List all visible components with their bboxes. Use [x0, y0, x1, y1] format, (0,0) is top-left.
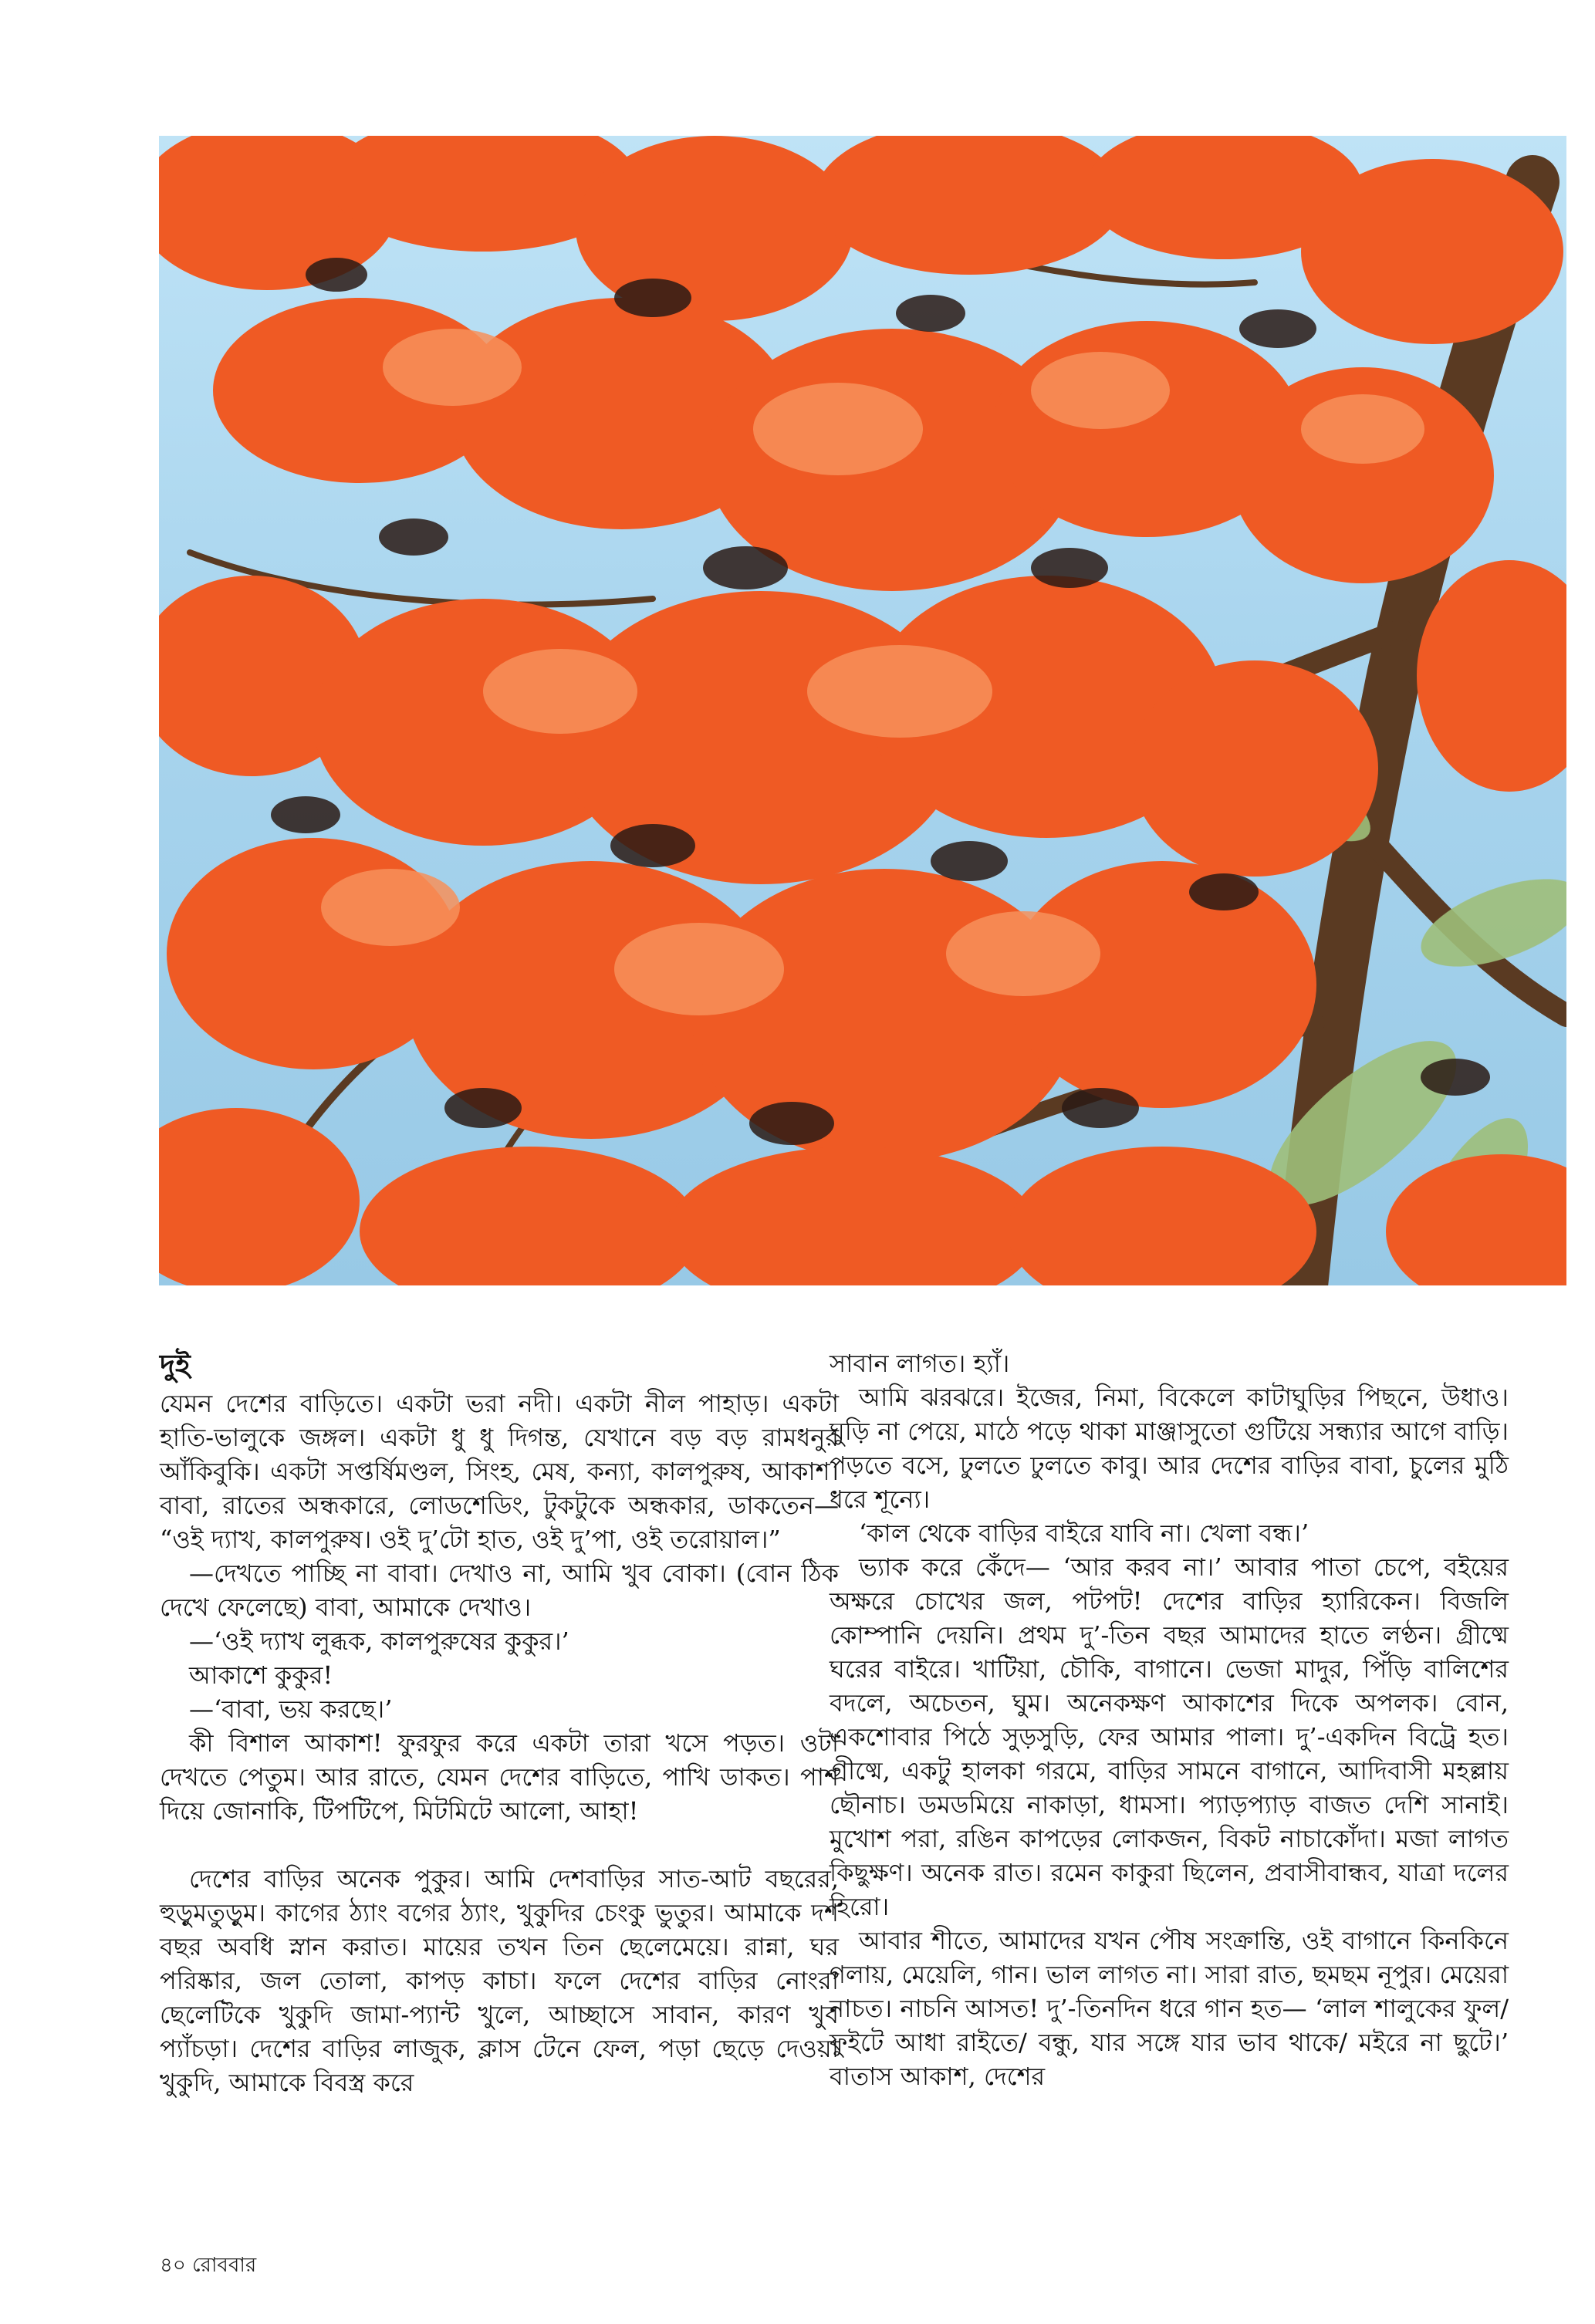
paragraph: আকাশে কুকুর!	[189, 1660, 333, 1690]
section-heading: দুই	[160, 1347, 191, 1382]
paragraph: —‘বাবা, ভয় করছে।’	[189, 1694, 393, 1724]
left-text-column	[160, 1346, 839, 2099]
flower-tree-illustration	[159, 136, 1566, 1285]
paragraph: ‘কাল থেকে বাড়ির বাইরে যাবি না। খেলা বন্ধ।’	[859, 1518, 1309, 1548]
paragraph: আবার শীতে, আমাদের যখন পৌষ সংক্রান্তি, ওই বাগানে কিনকিনে গলায়, মেয়েলি, গান। ভাল লাগত না। সারা রাত, ছমছম নূপুর। মেয়েরা নাচত। নাচনি আসত! দু’-তিনদিন ধরে গান হত— ‘লাল শালুকের ফুল/ ফুইটে আধা রাইতে/ বন্ধু, যার সঙ্গে যার ভাব থাকে/ মইরে না ছুটে।’ বাতাস আকাশ, দেশের	[830, 1926, 1509, 2091]
right-text-column	[830, 1346, 1509, 2093]
paragraph: যেমন দেশের বাড়িতে। একটা ভরা নদী। একটা নীল পাহাড়। একটা হাতি-ভালুকে জঙ্গল। একটা ধু ধু দিগন্ত, যেখানে বড় বড় রামধনুর আঁকিবুকি। একটা সপ্তর্ষিমণ্ডল, সিংহ, মেষ, কন্যা, কালপুরুষ, আকাশ। বাবা, রাতের অন্ধকারে, লোডশেডিং, টুকটুকে অন্ধকার, ডাকতেন— “ওই দ্যাখ, কালপুরুষ। ওই দু’টো হাত, ওই দু’পা, ওই তরোয়াল।”	[160, 1389, 839, 1554]
paragraph: দেশের বাড়ির অনেক পুকুর। আমি দেশবাড়ির সাত-আট বছরের, হুড়ুমতুড়ুম। কাগের ঠ্যাং বগের ঠ্যাং, খুকুদির চেংকু ভুতুর। আমাকে দশ বছর অবধি স্নান করাত। মায়ের তখন তিন ছেলেমেয়ে। রান্না, ঘর পরিষ্কার, জল তোলা, কাপড় কাচা। ফলে দেশের বাড়ির নোংরা ছেলেটিকে খুকুদি জামা-প্যান্ট খুলে, আচ্ছাসে সাবান, কারণ খুব প্যাঁচড়া। দেশের বাড়ির লাজুক, ক্লাস টেনে ফেল, পড়া ছেড়ে দেওয়া খুকুদি, আমাকে বিবস্ত্র করে	[160, 1864, 839, 2097]
page-footer: ৪০ রোববার	[160, 2254, 257, 2277]
paragraph: সাবান লাগত। হ্যাঁ।	[830, 1349, 1010, 1378]
palash-flowers-photo	[159, 136, 1566, 1285]
paragraph: আমি ঝরঝরে। ইজের, নিমা, বিকেলে কাটাঘুড়ির পিছনে, উধাও। ঘুড়ি না পেয়ে, মাঠে পড়ে থাকা মাঞ্জাসুতো গুটিয়ে সন্ধ্যার আগে বাড়ি। পড়তে বসে, ঢুলতে ঢুলতে কাবু। আর দেশের বাড়ির বাবা, চুলের মুঠি ধরে শূন্যে।	[830, 1383, 1509, 1514]
paragraph: —দেখতে পাচ্ছি না বাবা। দেখাও না, আমি খুব বোকা। (বোন ঠিক দেখে ফেলেছে) বাবা, আমাকে দেখাও।	[160, 1559, 839, 1622]
paragraph: কী বিশাল আকাশ! ফুরফুর করে একটা তারা খসে পড়ত। ওটা দেখতে পেতুম। আর রাতে, যেমন দেশের বাড়িতে, পাখি ডাকত। পাশ দিয়ে জোনাকি, টিপটিপে, মিটমিটে আলো, আহা!	[160, 1728, 839, 1826]
paragraph: —‘ওই দ্যাখ লুব্ধক, কালপুরুষের কুকুর।’	[189, 1626, 569, 1656]
paragraph: ভ্যাক করে কেঁদে— ‘আর করব না।’ আবার পাতা চেপে, বইয়ের অক্ষরে চোখের জল, পটপট! দেশের বাড়ির হ্যারিকেন। বিজলি কোম্পানি দেয়নি। প্রথম দু’-তিন বছর আমাদের হাতে লণ্ঠন। গ্রীষ্মে ঘরের বাইরে। খাটিয়া, চৌকি, বাগানে। ভেজা মাদুর, পিঁড়ি বালিশের বদলে, অচেতন, ঘুম। অনেকক্ষণ আকাশের দিকে অপলক। বোন, একশোবার পিঠে সুড়সুড়ি, ফের আমার পালা। দু’-একদিন বিট্রে হত। গ্রীষ্মে, একটু হালকা গরমে, বাড়ির সামনে বাগানে, আদিবাসী মহল্লায় ছৌনাচ। ডমডমিয়ে নাকাড়া, ধামসা। প্যাড়প্যাড় বাজত দেশি সানাই। মুখোশ পরা, রঙিন কাপড়ের লোকজন, বিকট নাচাকোঁদা। মজা লাগত কিছুক্ষণ। অনেক রাত। রমেন কাকুরা ছিলেন, প্রবাসীবান্ধব, যাত্রা দলের হিরো।	[830, 1552, 1509, 1921]
